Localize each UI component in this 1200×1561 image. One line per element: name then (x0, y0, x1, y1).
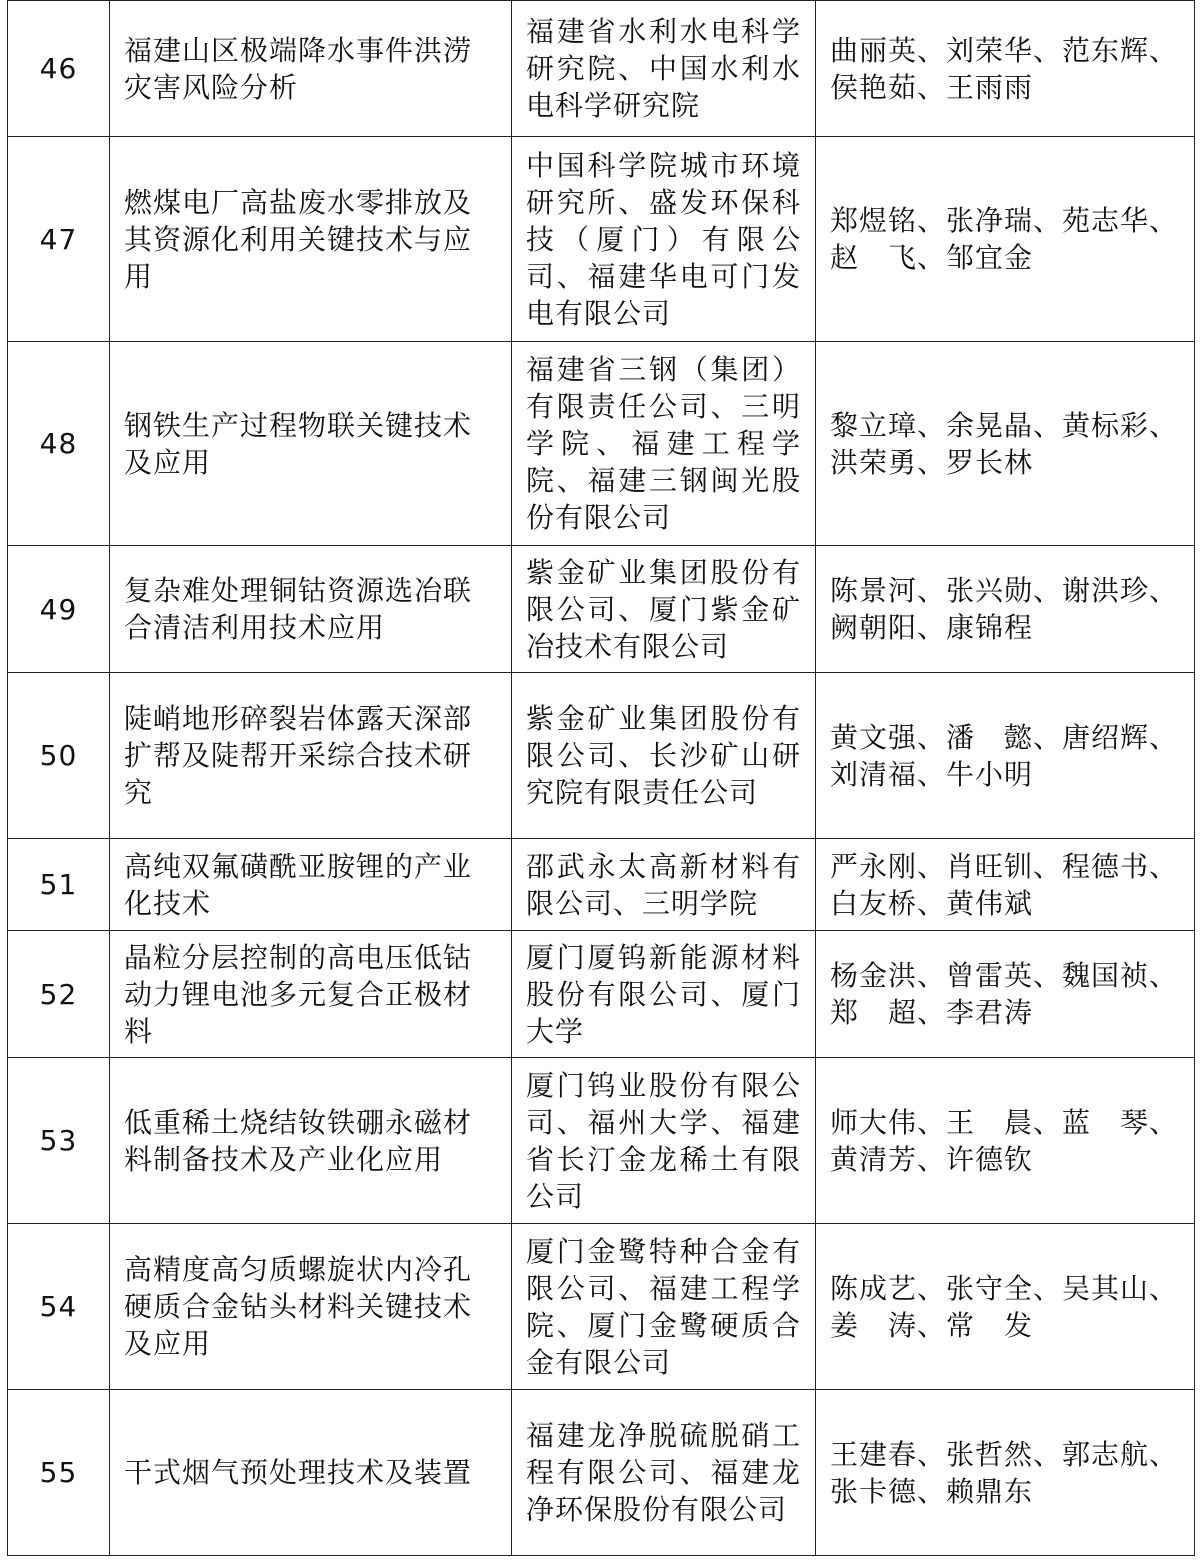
people-line: 黎立璋、余晃晶、黄标彩、 (830, 408, 1179, 442)
people-line: 侯艳茹、王雨雨 (830, 70, 1034, 104)
completing-units: 福建省三钢（集团）有限责任公司、三明学院、福建工程学院、福建三钢闽光股份有限公司 (512, 342, 816, 546)
row-number: 53 (8, 1058, 110, 1224)
people-line: 阙朝阳、康锦程 (830, 611, 1034, 644)
table-row (8, 137, 1195, 342)
completing-people (816, 1390, 1195, 1556)
project-title: 晶粒分层控制的高电压低钴动力锂电池多元复合正极材料 (110, 931, 512, 1058)
people-line: 姜 涛、常 发 (830, 1308, 1034, 1342)
row-number: 46 (8, 1, 110, 137)
table-row (8, 1224, 1195, 1390)
people-line: 师大伟、王 晨、蓝 琴、 (830, 1105, 1179, 1139)
completing-people (816, 137, 1195, 342)
completing-units: 中国科学院城市环境研究所、盛发环保科技（厦门）有限公司、福建华电可门发电有限公司 (512, 137, 816, 342)
people-line: 黄清芳、许德钦 (830, 1142, 1034, 1176)
completing-units: 厦门金鹭特种合金有限公司、福建工程学院、厦门金鹭硬质合金有限公司 (512, 1224, 816, 1390)
completing-people (816, 839, 1195, 931)
table-row (8, 546, 1195, 673)
completing-units: 福建省水利水电科学研究院、中国水利水电科学研究院 (512, 1, 816, 137)
project-title: 陡峭地形碎裂岩体露天深部扩帮及陡帮开采综合技术研究 (110, 673, 512, 839)
project-title: 高精度高匀质螺旋状内冷孔硬质合金钻头材料关键技术及应用 (110, 1224, 512, 1390)
completing-people (816, 931, 1195, 1058)
completing-people (816, 546, 1195, 673)
completing-units: 邵武永太高新材料有限公司、三明学院 (512, 839, 816, 931)
table-row (8, 1058, 1195, 1224)
row-number: 50 (8, 673, 110, 839)
people-line: 白友桥、黄伟斌 (830, 886, 1034, 920)
project-title: 燃煤电厂高盐废水零排放及其资源化利用关键技术与应用 (110, 137, 512, 342)
people-line: 曲丽英、刘荣华、范东辉、 (830, 33, 1179, 67)
awards-table (7, 0, 1195, 1556)
project-title: 钢铁生产过程物联关键技术及应用 (110, 342, 512, 546)
people-line: 陈景河、张兴勋、谢洪珍、 (830, 574, 1179, 607)
project-title: 福建山区极端降水事件洪涝灾害风险分析 (110, 1, 512, 137)
completing-people (816, 1224, 1195, 1390)
people-line: 杨金洪、曾雷英、魏国祯、 (830, 959, 1179, 992)
people-line: 刘清福、牛小明 (830, 757, 1034, 791)
people-line: 赵 飞、邹宜金 (830, 241, 1034, 274)
row-number: 51 (8, 839, 110, 931)
completing-units: 厦门厦钨新能源材料股份有限公司、厦门大学 (512, 931, 816, 1058)
row-number: 48 (8, 342, 110, 546)
people-line: 郑 超、李君涛 (830, 996, 1034, 1029)
table-row (8, 342, 1195, 546)
completing-units: 紫金矿业集团股份有限公司、长沙矿山研究院有限责任公司 (512, 673, 816, 839)
completing-people (816, 1, 1195, 137)
people-line: 黄文强、潘 懿、唐绍辉、 (830, 720, 1179, 754)
table-row (8, 673, 1195, 839)
completing-people (816, 673, 1195, 839)
completing-units: 福建龙净脱硫脱硝工程有限公司、福建龙净环保股份有限公司 (512, 1390, 816, 1556)
people-line: 陈成艺、张守全、吴其山、 (830, 1271, 1179, 1305)
row-number: 49 (8, 546, 110, 673)
people-line: 郑煜铭、张净瑞、苑志华、 (830, 204, 1179, 237)
row-number: 54 (8, 1224, 110, 1390)
table-row (8, 1, 1195, 137)
project-title: 干式烟气预处理技术及装置 (110, 1390, 512, 1556)
completing-people (816, 342, 1195, 546)
people-line: 张卡德、赖鼎东 (830, 1474, 1034, 1508)
project-title: 高纯双氟磺酰亚胺锂的产业化技术 (110, 839, 512, 931)
people-line: 严永刚、肖旺钏、程德书、 (830, 849, 1179, 883)
row-number: 55 (8, 1390, 110, 1556)
people-line: 洪荣勇、罗长林 (830, 445, 1034, 479)
project-title: 低重稀土烧结钕铁硼永磁材料制备技术及产业化应用 (110, 1058, 512, 1224)
people-line: 王建春、张哲然、郭志航、 (830, 1437, 1179, 1471)
table-row (8, 1390, 1195, 1556)
completing-units: 厦门钨业股份有限公司、福州大学、福建省长汀金龙稀土有限公司 (512, 1058, 816, 1224)
project-title: 复杂难处理铜钴资源选冶联合清洁利用技术应用 (110, 546, 512, 673)
completing-people (816, 1058, 1195, 1224)
row-number: 47 (8, 137, 110, 342)
table-row (8, 931, 1195, 1058)
completing-units: 紫金矿业集团股份有限公司、厦门紫金矿冶技术有限公司 (512, 546, 816, 673)
table-row (8, 839, 1195, 931)
row-number: 52 (8, 931, 110, 1058)
